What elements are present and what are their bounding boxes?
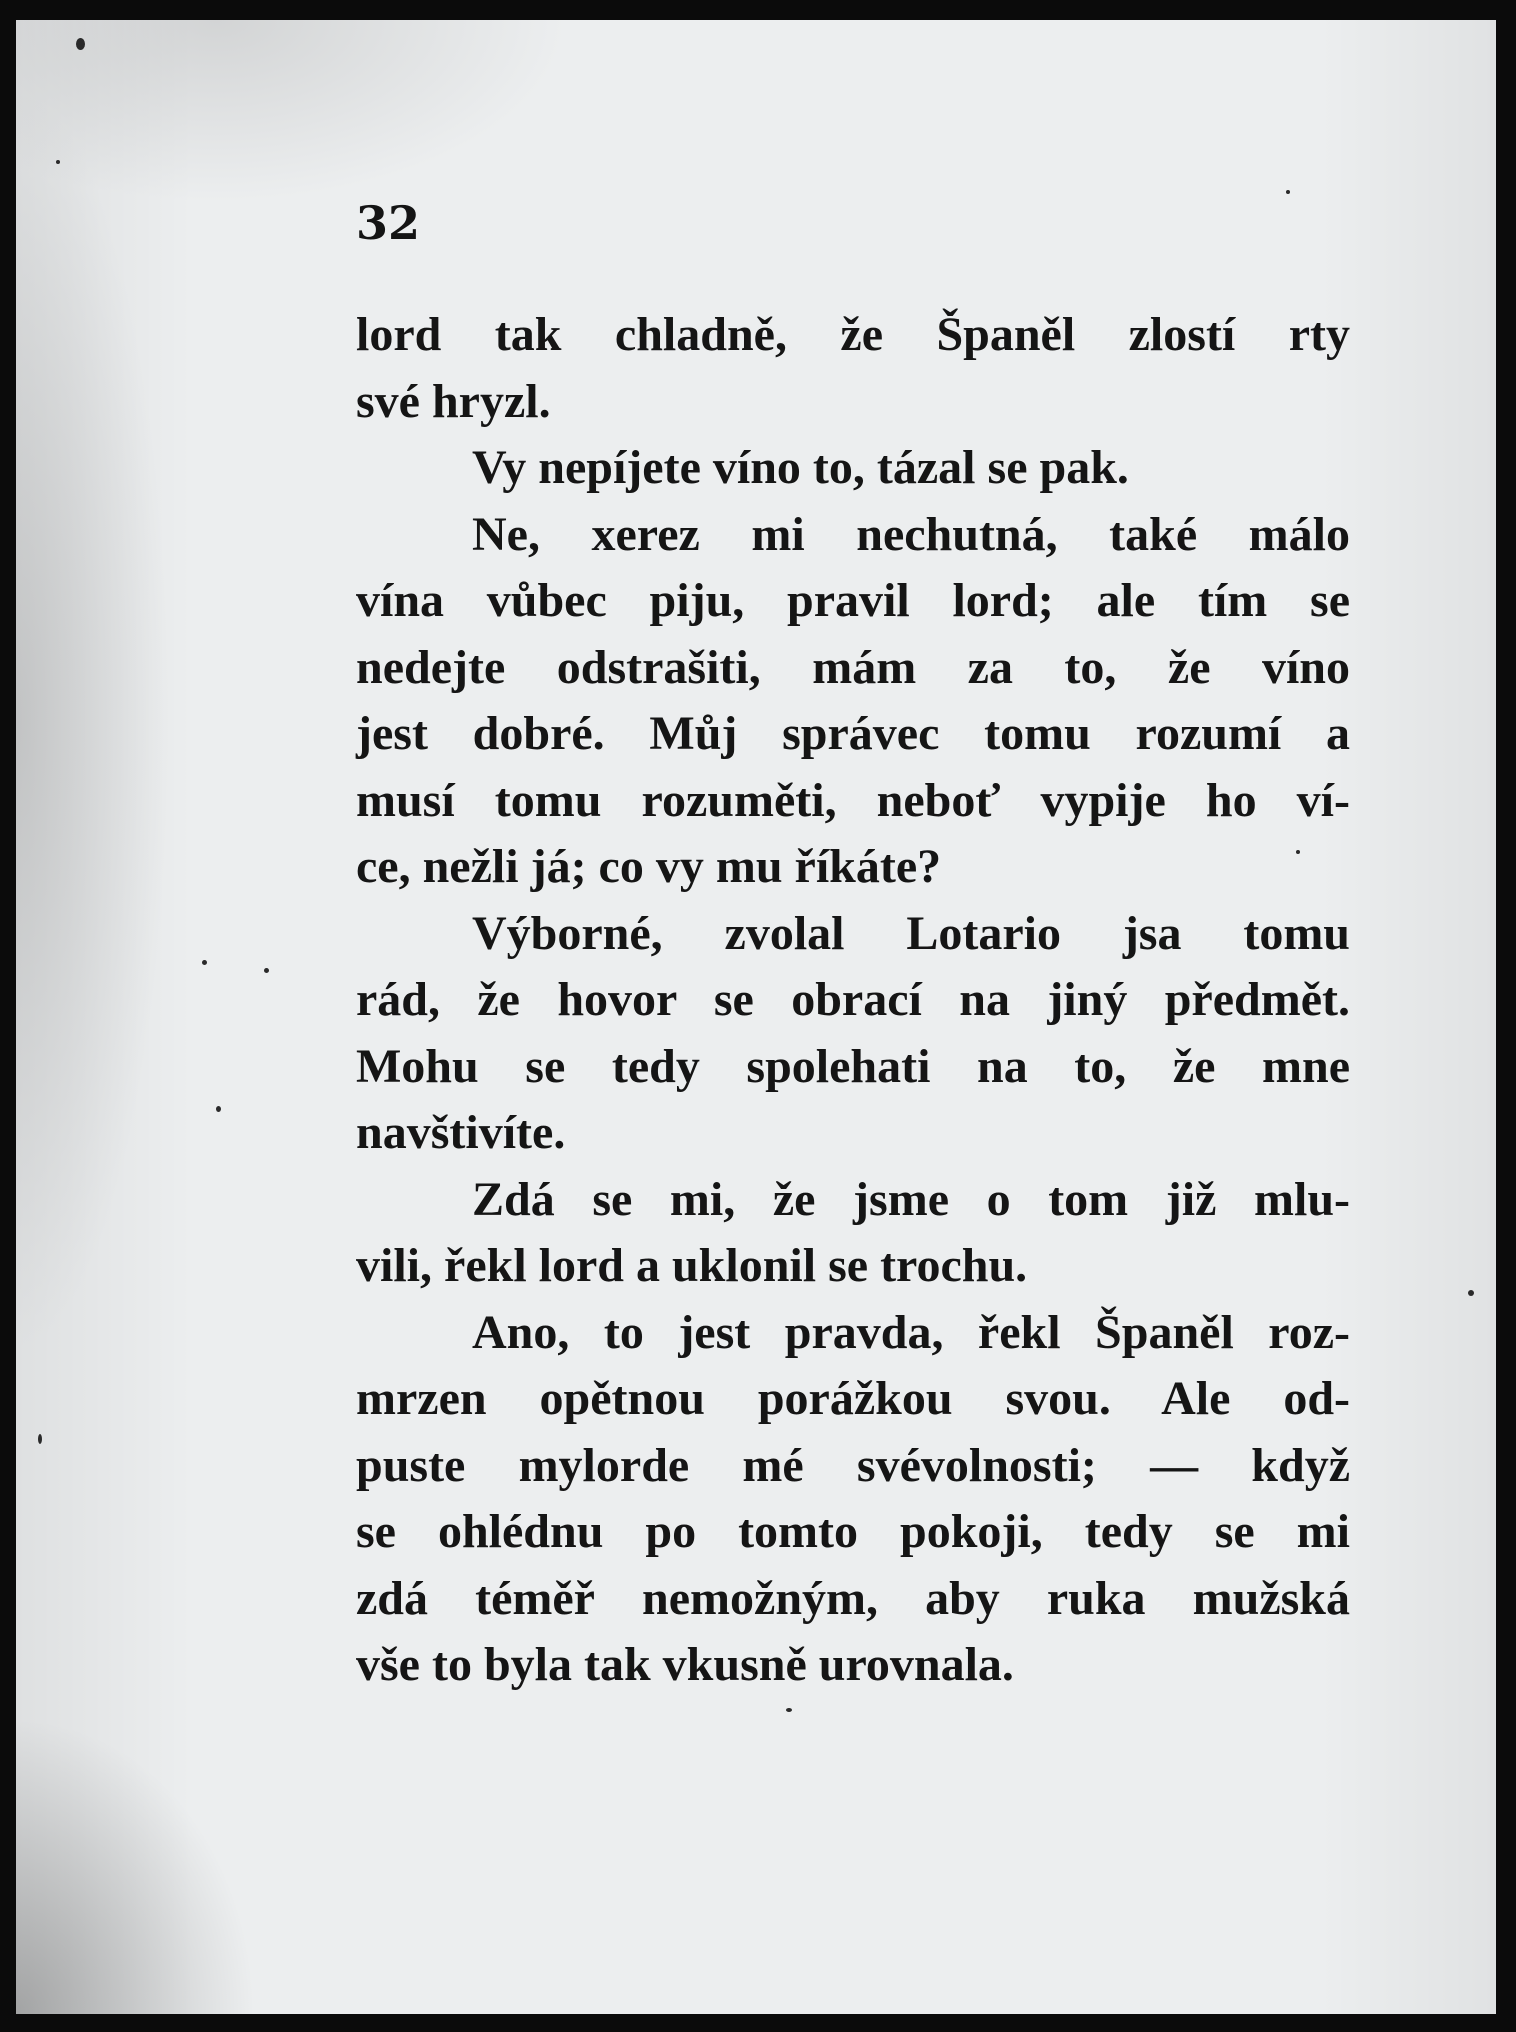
body-text	[356, 302, 1350, 1699]
dust-speck	[202, 960, 207, 965]
text-line: Mohu se tedy spolehati na to, že mne	[356, 1039, 1350, 1093]
text-line: nedejte odstrašiti, mám za to, že víno	[356, 640, 1350, 694]
text-line: vína vůbec piju, pravil lord; ale tím se	[356, 574, 1350, 627]
text-line: Ano, to jest pravda, řekl Španěl roz-	[472, 1305, 1350, 1359]
paper-sheet	[16, 20, 1496, 2014]
dust-speck	[216, 1106, 221, 1112]
text-line: vše to byla tak vkusně urovnala.	[356, 1638, 1014, 1691]
text-line: se ohlédnu po tomto pokoji, tedy se mi	[356, 1505, 1350, 1558]
text-line: vili, řekl lord a uklonil se trochu.	[356, 1239, 1028, 1292]
page-number: 32	[356, 196, 421, 250]
text-line: puste mylorde mé svévolnosti; — když	[356, 1438, 1350, 1492]
text-line: jest dobré. Můj správec tomu rozumí a	[356, 707, 1350, 760]
dust-speck	[264, 968, 269, 973]
text-line: musí tomu rozuměti, neboť vypije ho ví-	[356, 773, 1350, 827]
dust-speck	[76, 38, 85, 50]
text-line: mrzen opětnou porážkou svou. Ale od-	[356, 1372, 1350, 1425]
text-line: ce, nežli já; co vy mu říkáte?	[356, 840, 942, 893]
text-line: Zdá se mi, že jsme o tom již mlu-	[472, 1172, 1350, 1226]
dust-speck	[1296, 850, 1300, 854]
text-line: rád, že hovor se obrací na jiný předmět.	[356, 973, 1350, 1026]
dust-speck	[1468, 1290, 1474, 1296]
dust-speck	[56, 160, 60, 164]
text-line: navštivíte.	[356, 1106, 566, 1159]
dust-speck	[786, 1708, 792, 1712]
dust-speck	[38, 1434, 42, 1444]
text-line: Výborné, zvolal Lotario jsa tomu	[472, 906, 1350, 960]
text-line: lord tak chladně, že Španěl zlostí rty	[356, 308, 1350, 361]
dust-speck	[1286, 190, 1290, 194]
text-line: Ne, xerez mi nechutná, také málo	[472, 507, 1350, 561]
text-line: své hryzl.	[356, 374, 551, 428]
text-line: zdá téměř nemožným, aby ruka mužská	[356, 1571, 1350, 1625]
text-line: Vy nepíjete víno to, tázal se pak.	[472, 441, 1129, 494]
